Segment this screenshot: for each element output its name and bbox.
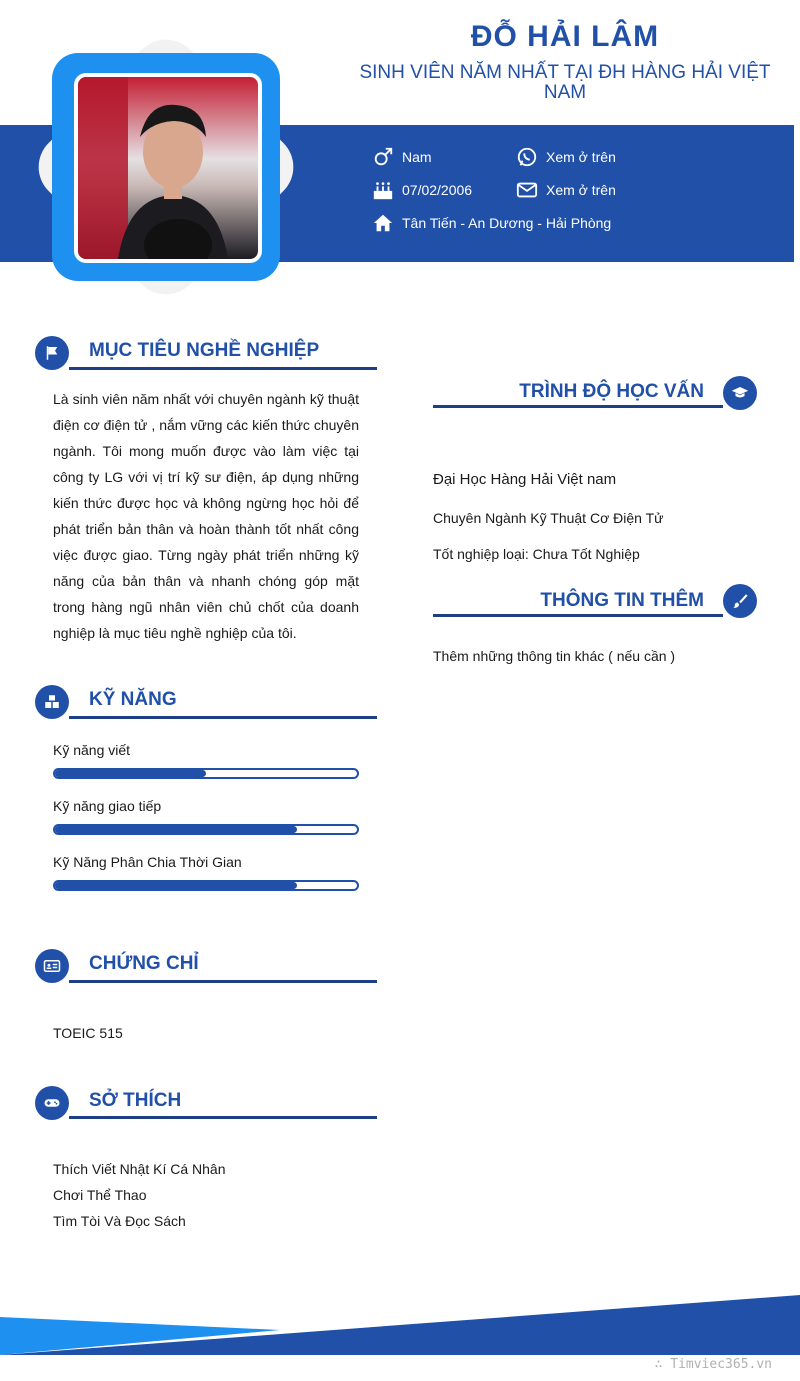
skill-label: Kỹ năng viết [53, 742, 131, 758]
education-graduation: Tốt nghiệp loại: Chưa Tốt Nghiệp [433, 546, 640, 562]
gamepad-icon [35, 1086, 69, 1120]
hobby-item: Chơi Thể Thao [53, 1187, 147, 1203]
skills-divider [69, 716, 377, 719]
hobby-item: Thích Viết Nhật Kí Cá Nhân [53, 1161, 226, 1177]
watermark-text: Timviec365.vn [670, 1357, 772, 1372]
education-major: Chuyên Ngành Kỹ Thuật Cơ Điện Tử [433, 510, 664, 526]
hobbies-heading: SỞ THÍCH [89, 1090, 182, 1111]
home-icon [372, 212, 394, 234]
avatar [78, 77, 258, 259]
whatsapp-icon [516, 146, 538, 168]
skill-label: Kỹ Năng Phân Chia Thời Gian [53, 854, 242, 870]
objective-divider [69, 367, 377, 370]
birthday-value: 07/02/2006 [402, 182, 473, 198]
address-info [372, 212, 611, 234]
education-school: Đại Học Hàng Hải Việt nam [433, 471, 617, 488]
paintbrush-icon [723, 584, 757, 618]
skill-bar-fill [55, 826, 297, 833]
objective-heading: MỤC TIÊU NGHỀ NGHIỆP [89, 340, 320, 361]
graduation-cap-icon [723, 376, 757, 410]
candidate-name: ĐỖ HẢI LÂM [470, 20, 660, 53]
email-value: Xem ở trên [546, 182, 616, 198]
watermark: ∴ Timviec365.vn [654, 1357, 772, 1372]
certificates-divider [69, 980, 377, 983]
email-info [516, 179, 616, 201]
gender-info [372, 146, 432, 168]
education-divider [433, 405, 723, 408]
phone-info [516, 146, 616, 168]
certificate-item: TOEIC 515 [53, 1025, 123, 1041]
skill-bar [53, 768, 359, 779]
hobbies-divider [69, 1116, 377, 1119]
extra-divider [433, 614, 723, 617]
skill-bar-fill [55, 770, 206, 777]
footer-wave [0, 1290, 800, 1360]
address-value: Tân Tiến - An Dương - Hải Phòng [402, 215, 612, 231]
gender-value: Nam [402, 149, 432, 165]
skills-heading: KỸ NĂNG [89, 689, 177, 710]
skill-bar-fill [55, 882, 297, 889]
skill-label: Kỹ năng giao tiếp [53, 798, 162, 814]
skill-bar [53, 824, 359, 835]
birthday-info [372, 179, 472, 201]
flag-icon [35, 336, 69, 370]
id-card-icon [35, 949, 69, 983]
profile-photo-frame [26, 27, 306, 307]
education-heading: TRÌNH ĐỘ HỌC VẤN [519, 381, 704, 402]
envelope-icon [516, 179, 538, 201]
extra-heading: THÔNG TIN THÊM [540, 590, 704, 611]
skill-bar [53, 880, 359, 891]
birthday-cake-icon [372, 179, 394, 201]
gender-icon [372, 146, 394, 168]
phone-value: Xem ở trên [546, 149, 616, 165]
cubes-icon [35, 685, 69, 719]
extra-text: Thêm những thông tin khác ( nếu cần ) [433, 648, 676, 664]
candidate-title: SINH VIÊN NĂM NHẤT TẠI ĐH HÀNG HẢI VIỆT NAM [359, 62, 771, 103]
objective-text: Là sinh viên năm nhất với chuyên ngành kỹ thuật điện cơ điện tử , nắm vững các kiến thức chuyên ngành. Tôi mong muốn được vào làm việc tại công ty LG với vị trí kỹ sư điện, áp dụng những kiến thức được học và không ngừng học hỏi để phát triển bản thân và hoàn thành tốt nhất công việc được giao. Từng ngày phát triển những kỹ năng của bản thân và nhanh chóng góp mặt trong hàng ngũ nhân viên chủ chốt của doanh nghiệp là mục tiêu nghề nghiệp của tôi. [53, 391, 359, 641]
hobby-item: Tìm Tòi Và Đọc Sách [53, 1213, 186, 1229]
certificates-heading: CHỨNG CHỈ [89, 953, 199, 974]
